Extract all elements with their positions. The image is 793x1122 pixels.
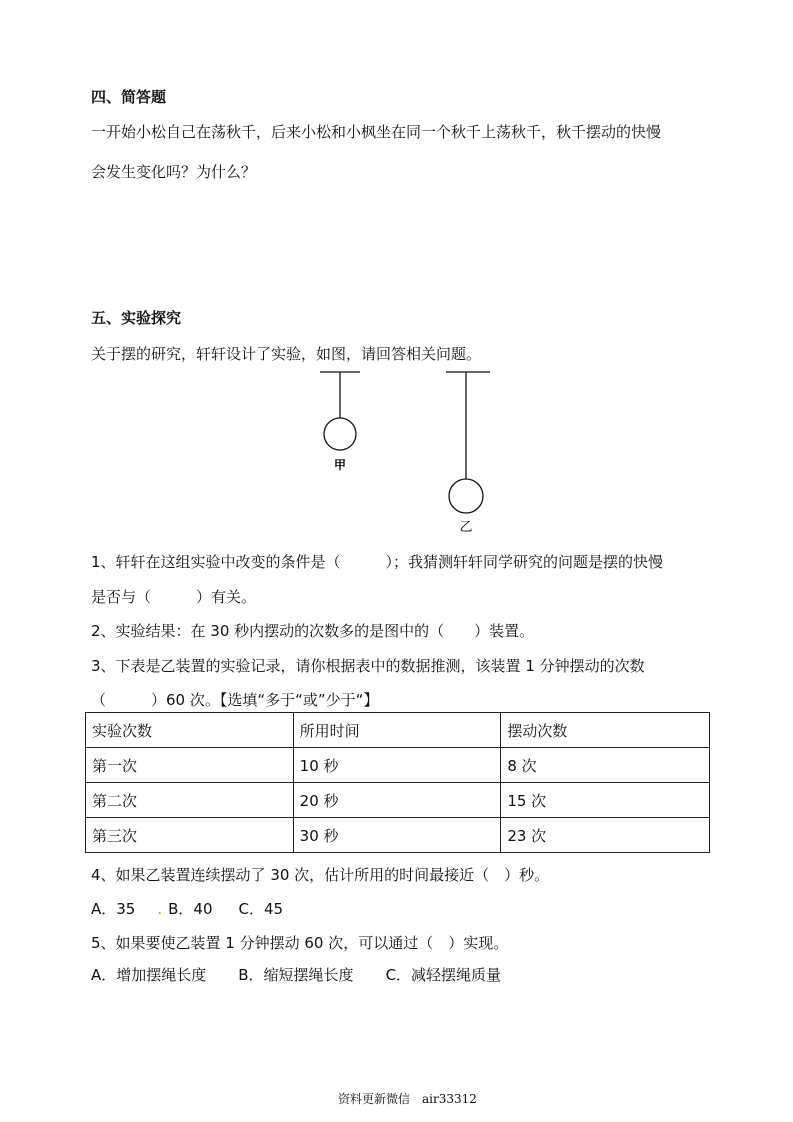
- q5-option-c: C．减轻摆绳质量: [385, 966, 502, 984]
- q4-option-b: B．40: [168, 900, 213, 918]
- section5-intro: 关于摆的研究，轩轩设计了实验，如图，请回答相关问题。: [91, 345, 482, 363]
- table-cell: 第二次: [86, 783, 294, 818]
- q2: 2、实验结果：在 30 秒内摆动的次数多的是图中的（ ）装置。: [91, 622, 535, 640]
- q1-line1: 1、轩轩在这组实验中改变的条件是（ ）；我猜测轩轩同学研究的问题是摆的快慢: [91, 553, 664, 571]
- table-row: [86, 818, 710, 853]
- footer-note: 资料更新微信 air33312: [338, 1092, 477, 1106]
- pendulum-jia-bob: [324, 418, 356, 450]
- q5-options: [91, 964, 501, 985]
- q4-option-c: C．45: [238, 900, 284, 918]
- pendulum-jia-label: 甲: [333, 458, 347, 472]
- section4-heading: 四、简答题: [91, 88, 167, 106]
- q3-line2: （ ）60 次。【选填“多于“或”少于“】: [91, 691, 379, 709]
- table-header-row: [86, 713, 710, 748]
- pendulum-yi-bob: [449, 479, 483, 513]
- table-header-cell: 摆动次数: [501, 713, 710, 748]
- table-cell: 10 秒: [293, 748, 501, 783]
- q5-option-a: A．增加摆绳长度: [91, 966, 207, 984]
- section4-question-line2: 会发生变化吗？为什么？: [91, 163, 257, 181]
- q5: 5、如果要使乙装置 1 分钟摆动 60 次，可以通过（ ）实现。: [91, 934, 509, 952]
- table-cell: 8 次: [501, 748, 710, 783]
- q1-line2: 是否与（ ）有关。: [91, 588, 257, 606]
- table-row: [86, 748, 710, 783]
- q4-dot: .: [157, 900, 163, 918]
- table-cell: 第一次: [86, 748, 294, 783]
- q4-option-a: A．35: [91, 900, 136, 918]
- table-cell: 23 次: [501, 818, 710, 853]
- table-cell: 15 次: [501, 783, 710, 818]
- table-cell: 20 秒: [293, 783, 501, 818]
- table-header-cell: 实验次数: [86, 713, 294, 748]
- section5-heading: 五、实验探究: [91, 309, 182, 327]
- pendulum-figure: [300, 365, 500, 535]
- q4-options: [91, 898, 283, 919]
- table-cell: 30 秒: [293, 818, 501, 853]
- pendulum-yi: [446, 372, 490, 535]
- pendulum-yi-label: 乙: [459, 520, 473, 535]
- pendulum-jia: [320, 372, 360, 472]
- table-row: [86, 783, 710, 818]
- section4-question-line1: 一开始小松自己在荡秋千，后来小松和小枫坐在同一个秋千上荡秋千，秋千摆动的快慢: [91, 123, 662, 141]
- table-header-cell: 所用时间: [293, 713, 501, 748]
- q3-line1: 3、下表是乙装置的实验记录，请你根据表中的数据推测，该装置 1 分钟摆动的次数: [91, 657, 645, 675]
- table-cell: 第三次: [86, 818, 294, 853]
- q5-option-b: B．缩短摆绳长度: [238, 966, 354, 984]
- experiment-record-table: [85, 712, 710, 853]
- q4: 4、如果乙装置连续摆动了 30 次，估计所用的时间最接近（ ）秒。: [91, 866, 550, 884]
